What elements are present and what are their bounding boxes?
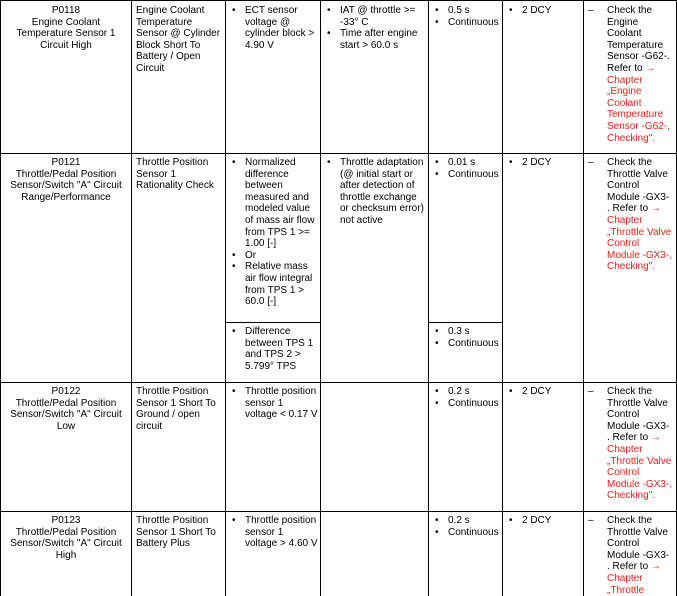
mil-illumination <box>507 157 581 169</box>
repair-action <box>588 5 674 144</box>
list-item: • IAT @ throttle >= -33° C <box>325 5 426 28</box>
dash-marker: – <box>588 5 594 16</box>
enable-conditions <box>325 157 426 227</box>
dtc-code: P0123 <box>51 515 81 526</box>
time-required <box>433 515 501 538</box>
list-item: • 0.5 s <box>433 5 501 17</box>
malfunction-criteria-alt <box>230 326 318 372</box>
dtc-cell <box>4 515 128 561</box>
list-item: • 0.2 s <box>433 386 501 398</box>
malfunction-criteria <box>230 5 318 51</box>
list-item: • Time after engine start > 60.0 s <box>325 28 426 51</box>
list-item: • Normalized difference between measured and modeled value of mass air flow from TPS 1 >= 1.00 [-] <box>230 157 318 250</box>
row-divider <box>0 0 677 1</box>
list-item: • Continuous <box>433 398 501 410</box>
row-divider <box>0 382 677 383</box>
list-item: • Continuous <box>433 169 501 181</box>
action-text: Check the Throttle Valve Control Module -GX3- . Refer to <box>607 157 670 215</box>
time-required <box>433 386 501 409</box>
dtc-code: P0121 <box>51 157 81 168</box>
list-item: • 2 DCY <box>507 5 581 17</box>
time-required-alt <box>433 326 501 349</box>
list-item: • 0.01 s <box>433 157 501 169</box>
mil-illumination <box>507 5 581 17</box>
time-required <box>433 157 501 180</box>
malfunction-criteria <box>230 157 318 308</box>
time-required <box>433 5 501 28</box>
list-item: • Relative mass air flow integral from TPS 1 > 60.0 [-] <box>230 261 318 307</box>
enable-conditions <box>325 5 426 51</box>
repair-action <box>588 157 674 273</box>
chapter-link[interactable]: → Chapter „Engine Coolant Temperature Sensor -G62-, Checking". <box>607 62 670 144</box>
monitor-strategy: Engine Coolant Temperature Sensor @ Cylinder Block Short To Battery / Open Circuit <box>136 5 221 74</box>
column-divider <box>131 0 132 596</box>
dtc-cell <box>4 386 128 432</box>
dash-marker: – <box>588 386 594 397</box>
action-text: Check the Throttle Valve Control Module -GX3- . Refer to <box>607 386 670 444</box>
list-item: • 0.2 s <box>433 515 501 527</box>
monitor-strategy: Throttle Position Sensor 1 Short To Ground / open circuit <box>136 386 216 432</box>
list-item: • Or <box>230 250 318 262</box>
column-divider <box>583 0 584 596</box>
malfunction-criteria <box>230 386 318 421</box>
monitor-strategy: Throttle Position Sensor 1 Short To Battery Plus <box>136 515 216 550</box>
dtc-description: Throttle/Pedal Position Sensor/Switch "A" Circuit Low <box>10 397 122 432</box>
dtc-description: Throttle/Pedal Position Sensor/Switch "A" Circuit High <box>10 526 122 561</box>
list-item: • 2 DCY <box>507 515 581 527</box>
chapter-link[interactable]: → Chapter „Throttle Valve Control Module -GX3-, Checking". <box>607 432 673 502</box>
column-divider <box>428 0 429 596</box>
table-border <box>0 0 1 596</box>
list-item: • Throttle position sensor 1 voltage > 4.60 V <box>230 515 318 550</box>
list-item: • Throttle adaptation (@ initial start or after detection of throttle exchange or checksum error) not active <box>325 157 426 227</box>
list-item: • Continuous <box>433 527 501 539</box>
dash-marker: – <box>588 515 594 526</box>
repair-action <box>588 386 674 502</box>
action-text: Check the Throttle Valve Control Module -GX3- . Refer to <box>607 515 670 573</box>
dtc-cell <box>4 157 128 203</box>
row-divider <box>225 322 321 323</box>
row-divider <box>0 153 677 154</box>
list-item: • 2 DCY <box>507 386 581 398</box>
column-divider <box>502 0 503 596</box>
dtc-cell <box>4 5 128 51</box>
dtc-description: Throttle/Pedal Position Sensor/Switch "A" Circuit Range/Performance <box>10 168 122 203</box>
column-divider <box>225 0 226 596</box>
dash-marker: – <box>588 157 594 168</box>
dtc-code: P0122 <box>51 386 81 397</box>
monitor-strategy: Throttle Position Sensor 1 Rationality Check <box>136 157 214 192</box>
column-divider <box>320 0 321 596</box>
mil-illumination <box>507 386 581 398</box>
row-divider <box>428 322 503 323</box>
dtc-description: Engine Coolant Temperature Sensor 1 Circuit High <box>16 16 116 51</box>
list-item: • ECT sensor voltage @ cylinder block > 4.90 V <box>230 5 318 51</box>
malfunction-criteria <box>230 515 318 550</box>
list-item: • Difference between TPS 1 and TPS 2 > 5.799° TPS <box>230 326 318 372</box>
chapter-link[interactable]: → Chapter „Throttle <box>607 561 661 595</box>
action-text: Check the Engine Coolant Temperature Sensor -G62-. Refer to <box>607 5 670 74</box>
list-item: • Continuous <box>433 338 501 350</box>
list-item: • 0.3 s <box>433 326 501 338</box>
repair-action <box>588 515 674 595</box>
list-item: • 2 DCY <box>507 157 581 169</box>
list-item: • Throttle position sensor 1 voltage < 0.17 V <box>230 386 318 421</box>
row-divider <box>0 511 677 512</box>
dtc-code: P0118 <box>51 5 81 16</box>
mil-illumination <box>507 515 581 527</box>
list-item: • Continuous <box>433 17 501 29</box>
chapter-link[interactable]: → Chapter „Throttle Valve Control Module -GX3-, Checking". <box>607 203 673 273</box>
